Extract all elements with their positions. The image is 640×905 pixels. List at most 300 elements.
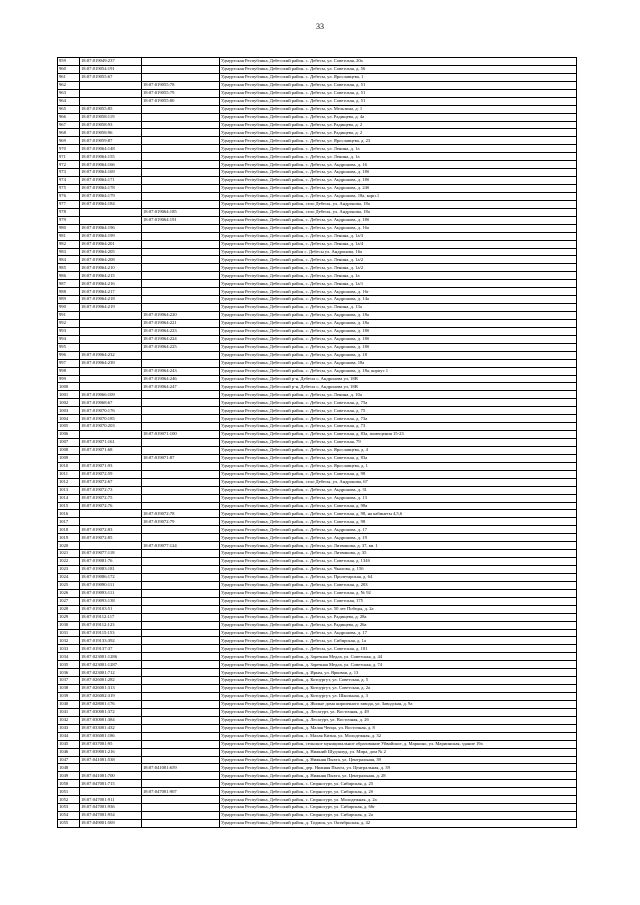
building-cadastral-number-cell: 18:07:019059:87 — [80, 137, 142, 145]
premises-cadastral-number-cell — [142, 708, 220, 716]
table-row — [58, 732, 577, 740]
row-number-cell: 1055 — [58, 820, 80, 828]
table-row — [58, 820, 577, 828]
address-cell: Удмуртская Республика, Дебесский район, с. Дебесы, ул. Советская, д. 75а — [220, 399, 577, 407]
address-cell: Удмуртская Республика, Дебесский район, с. Дебесы, ул. Ленина, д. 10а — [220, 391, 577, 399]
table-row — [58, 129, 577, 137]
address-cell: Удмуртская Республика, Дебесский район, село Дебесы, ул. Андронова, 67 — [220, 478, 577, 486]
premises-cadastral-number-cell — [142, 113, 220, 121]
row-number-cell: 1035 — [58, 661, 80, 669]
building-cadastral-number-cell: 18:07:019071:68 — [80, 446, 142, 454]
address-cell: Удмуртская Республика, Дебесский район, с. Дебесы, ул. 50 лет Победы, д. 2а — [220, 605, 577, 613]
premises-cadastral-number-cell — [142, 685, 220, 693]
table-row — [58, 788, 577, 796]
premises-cadastral-number-cell — [142, 391, 220, 399]
row-number-cell: 1038 — [58, 685, 80, 693]
row-number-cell: 962 — [58, 81, 80, 89]
row-number-cell: 1032 — [58, 637, 80, 645]
building-cadastral-number-cell: 18:07:033001:432 — [80, 724, 142, 732]
table-row — [58, 407, 577, 415]
address-cell: Удмуртская Республика, Дебесский район, с. Дебесы, ул. Андронова, д. 18б — [220, 335, 577, 343]
building-cadastral-number-cell: 18:07:037001:95 — [80, 740, 142, 748]
address-cell: Удмуртская Республика, Дебесский район, с. Малая Кизня, ул. Молодежная, д. 32 — [220, 732, 577, 740]
row-number-cell: 961 — [58, 73, 80, 81]
address-cell: Удмуртская Республика, Дебесский район, с. Дебесы, ул. Советская, 175 — [220, 597, 577, 605]
table-row — [58, 415, 577, 423]
address-cell: Удмуртская Республика, Дебесский район, д. Заречная Медла, ул. Советская, д. 74 — [220, 661, 577, 669]
table-row — [58, 605, 577, 613]
address-cell: Удмуртская Республика, Дебесский район, с. Дебесы, ул. Андронова, д. 24б — [220, 185, 577, 193]
address-cell: Удмуртская Республика, Дебесский район, дер. Нижняя Пыхта, ул. Центральная, д. 39 — [220, 764, 577, 772]
table-row — [58, 470, 577, 478]
table-row — [58, 161, 577, 169]
row-number-cell: 1054 — [58, 812, 80, 820]
premises-cadastral-number-cell — [142, 796, 220, 804]
address-cell: Удмуртская Республика, Дебесский район, д. Малая Чепца, ул. Восточная, д. 8 — [220, 724, 577, 732]
table-row — [58, 304, 577, 312]
table-row — [58, 272, 577, 280]
table-row — [58, 486, 577, 494]
row-number-cell: 996 — [58, 351, 80, 359]
row-number-cell: 978 — [58, 208, 80, 216]
table-row — [58, 319, 577, 327]
building-cadastral-number-cell: 18:07:019071:161 — [80, 439, 142, 447]
row-number-cell: 1027 — [58, 597, 80, 605]
address-cell: Удмуртская Республика, Дебесский район, с. Дебесы, ул. Андронова, д. 16 — [220, 161, 577, 169]
table-row — [58, 264, 577, 272]
address-cell: Удмуртская Республика, Дебесский район, с. Дебесы, ул. Андронова, д. 18б — [220, 169, 577, 177]
premises-cadastral-number-cell — [142, 105, 220, 113]
premises-cadastral-number-cell — [142, 653, 220, 661]
premises-cadastral-number-cell — [142, 272, 220, 280]
premises-cadastral-number-cell: 18:07:019064:225 — [142, 343, 220, 351]
address-cell: Удмуртская Республика, Дебесский район, с. Дебесы, ул. Андронова, д. 14а — [220, 296, 577, 304]
table-row — [58, 629, 577, 637]
building-cadastral-number-cell: 18:07:019055:67 — [80, 73, 142, 81]
row-number-cell: 959 — [58, 58, 80, 66]
premises-cadastral-number-cell — [142, 621, 220, 629]
row-number-cell: 1051 — [58, 788, 80, 796]
premises-cadastral-number-cell: 18:07:019072:79 — [142, 518, 220, 526]
address-cell: Удмуртская Республика, Дебесский район, сельское муниципальное образование Уйвайское, д. Маркино, ул. Мариинская, здание 19а — [220, 740, 577, 748]
table-row — [58, 351, 577, 359]
premises-cadastral-number-cell — [142, 558, 220, 566]
address-cell: Удмуртская Республика, Дебесский район, с. Дебесы, ул. Ленина, д. 1а/4 — [220, 240, 577, 248]
table-row — [58, 439, 577, 447]
table-row — [58, 478, 577, 486]
premises-cadastral-number-cell — [142, 502, 220, 510]
building-cadastral-number-cell: 18:07:019064:199 — [80, 232, 142, 240]
table-row — [58, 526, 577, 534]
table-row — [58, 796, 577, 804]
table-row — [58, 200, 577, 208]
building-cadastral-number-cell: 18:07:019086:172 — [80, 573, 142, 581]
table-row — [58, 566, 577, 574]
building-cadastral-number-cell — [80, 518, 142, 526]
address-cell: Удмуртская Республика, Дебесский район, с. Дебесы, ул. Советская, д. 98а — [220, 502, 577, 510]
premises-cadastral-number-cell: 18:07:019064:224 — [142, 335, 220, 343]
building-cadastral-number-cell: 18:07:023001:1286 — [80, 653, 142, 661]
address-cell: Удмуртская Республика, Дебесский район, с. Дебесы, ул. Ленина, д. 1а/2 — [220, 264, 577, 272]
address-cell: Удмуртская Республика, Дебесский район, с. Дебесы, ул. Пролетарская, д. 64 — [220, 573, 577, 581]
premises-cadastral-number-cell — [142, 724, 220, 732]
address-cell: Удмуртская Республика, Дебесский район, с. Дебесы, ул. Андронова, 18а — [220, 359, 577, 367]
building-cadastral-number-cell: 18:07:019064:219 — [80, 304, 142, 312]
row-number-cell: 1013 — [58, 486, 80, 494]
address-cell: Удмуртская Республика, Дебесский район, с. Дебесы, ул. Ленина, д. 1а — [220, 153, 577, 161]
premises-cadastral-number-cell — [142, 740, 220, 748]
premises-cadastral-number-cell — [142, 296, 220, 304]
premises-cadastral-number-cell — [142, 820, 220, 828]
table-row — [58, 240, 577, 248]
row-number-cell: 1026 — [58, 589, 80, 597]
row-number-cell: 968 — [58, 129, 80, 137]
table-row — [58, 740, 577, 748]
row-number-cell: 994 — [58, 335, 80, 343]
table-row — [58, 812, 577, 820]
address-cell: Удмуртская Республика, Дебесский район, с. Дебесы, ул. Ленина, д. 1а/2 — [220, 256, 577, 264]
building-cadastral-number-cell: 18:07:019115:153 — [80, 629, 142, 637]
address-cell: Удмуртская Республика, Дебесский район, с. Дебесы, ул. Советская, д. 134б — [220, 558, 577, 566]
building-cadastral-number-cell — [80, 764, 142, 772]
row-number-cell: 1007 — [58, 439, 80, 447]
row-number-cell: 1016 — [58, 510, 80, 518]
page-number: 33 — [316, 22, 324, 31]
table-row — [58, 637, 577, 645]
building-cadastral-number-cell: 18:07:019112:117 — [80, 613, 142, 621]
row-number-cell: 1006 — [58, 431, 80, 439]
building-cadastral-number-cell: 18:07:019064:216 — [80, 280, 142, 288]
address-cell: Удмуртская Республика, Дебесский район, с. Дебесы, ул. Андронова, д. 18а — [220, 312, 577, 320]
row-number-cell: 986 — [58, 272, 80, 280]
building-cadastral-number-cell: 18:07:019137:37 — [80, 645, 142, 653]
table-row — [58, 121, 577, 129]
row-number-cell: 965 — [58, 105, 80, 113]
table-row — [58, 756, 577, 764]
table-row — [58, 89, 577, 97]
address-cell: Удмуртская Республика, Дебесский район, с. Дебесы, ул. Радищева, д. 26а — [220, 621, 577, 629]
row-number-cell: 1019 — [58, 534, 80, 542]
building-cadastral-number-cell — [80, 343, 142, 351]
row-number-cell: 988 — [58, 288, 80, 296]
table-row — [58, 145, 577, 153]
row-number-cell: 1025 — [58, 581, 80, 589]
building-cadastral-number-cell: 18:07:019072:73 — [80, 486, 142, 494]
table-row — [58, 343, 577, 351]
premises-cadastral-number-cell — [142, 566, 220, 574]
table-row — [58, 81, 577, 89]
row-number-cell: 1044 — [58, 732, 80, 740]
table-row — [58, 494, 577, 502]
address-cell: Удмуртская Республика, Дебесский район с. Дебесы ул. Андронова, 16а — [220, 248, 577, 256]
row-number-cell: 1023 — [58, 566, 80, 574]
table-row — [58, 113, 577, 121]
premises-cadastral-number-cell — [142, 772, 220, 780]
premises-cadastral-number-cell — [142, 693, 220, 701]
row-number-cell: 1024 — [58, 573, 80, 581]
address-cell: Удмуртская Республика, Дебесский район, с. Дебесы, ул. Андронова, д. 18б — [220, 327, 577, 335]
address-cell: Удмуртская Республика, Дебесский район, с. Дебесы, ул. Андронова, д. 18а — [220, 319, 577, 327]
address-cell: Удмуртская Республика, Дебесский район, с. Дебесы, ул. Ярославцева, д. 1 — [220, 462, 577, 470]
address-cell: Удмуртская Республика, Дебесский район, с. Дебесы, ул. Советская, 20а — [220, 58, 577, 66]
row-number-cell: 1048 — [58, 764, 80, 772]
building-cadastral-number-cell: 18:07:019066:109 — [80, 391, 142, 399]
premises-cadastral-number-cell — [142, 534, 220, 542]
building-cadastral-number-cell: 18:07:019049:237 — [80, 58, 142, 66]
row-number-cell: 1047 — [58, 756, 80, 764]
row-number-cell: 1031 — [58, 629, 80, 637]
row-number-cell: 966 — [58, 113, 80, 121]
row-number-cell: 1028 — [58, 605, 80, 613]
building-cadastral-number-cell: 18:07:019072:85 — [80, 534, 142, 542]
table-row — [58, 185, 577, 193]
address-cell: Удмуртская Республика, Дебесский район, д. Ирым, ул. Ярковая, д. 13 — [220, 669, 577, 677]
premises-cadastral-number-cell: 18:07:019071:100 — [142, 431, 220, 439]
row-number-cell: 980 — [58, 224, 80, 232]
address-cell: Удмуртская Республика, Дебесский район, д. Нижний Шудзялуд, ул. Мира, дом № 2 — [220, 748, 577, 756]
building-cadastral-number-cell: 18:07:019071:93 — [80, 462, 142, 470]
building-cadastral-number-cell — [80, 216, 142, 224]
premises-cadastral-number-cell — [142, 264, 220, 272]
premises-cadastral-number-cell: 18:07:019064:223 — [142, 327, 220, 335]
building-cadastral-number-cell — [80, 81, 142, 89]
row-number-cell: 1043 — [58, 724, 80, 732]
table-row — [58, 288, 577, 296]
premises-cadastral-number-cell — [142, 637, 220, 645]
premises-cadastral-number-cell: 18:07:019064:247 — [142, 383, 220, 391]
table-row — [58, 645, 577, 653]
table-row — [58, 177, 577, 185]
row-number-cell: 982 — [58, 240, 80, 248]
table-row — [58, 383, 577, 391]
row-number-cell: 1053 — [58, 804, 80, 812]
premises-cadastral-number-cell — [142, 161, 220, 169]
address-cell: Удмуртская Республика, Дебесский район, с. Дебесы, ул. Радищева, д. 4а — [220, 113, 577, 121]
premises-cadastral-number-cell: 18:07:041001:659 — [142, 764, 220, 772]
building-cadastral-number-cell: 18:07:019081:76 — [80, 558, 142, 566]
building-cadastral-number-cell: 18:07:036001:186 — [80, 732, 142, 740]
address-cell: Удмуртская Республика, Дебесский район, д. Заречная Медла, ул. Советская, д. 44 — [220, 653, 577, 661]
row-number-cell: 1009 — [58, 454, 80, 462]
table-row — [58, 550, 577, 558]
table-row — [58, 431, 577, 439]
premises-cadastral-number-cell — [142, 439, 220, 447]
row-number-cell: 1021 — [58, 550, 80, 558]
building-cadastral-number-cell — [80, 367, 142, 375]
row-number-cell: 1010 — [58, 462, 80, 470]
address-cell: Удмуртская Республика, Дебесский район, с. Сюрногурт, ул. Сибирская, д. 25 — [220, 780, 577, 788]
premises-cadastral-number-cell — [142, 494, 220, 502]
address-cell: Удмуртская Республика, Дебесский район, с. Дебесы, ул. Советская, д. 83а — [220, 454, 577, 462]
address-cell: Удмуртская Республика, Дебесский район, д. Жилые дома кирпичного завода, ул. Заводская, д. 9а — [220, 700, 577, 708]
address-cell: Удмуртская Республика, Дебесский район, с. Дебесы, ул. Ленина, д. 1а/3 — [220, 232, 577, 240]
premises-cadastral-number-cell: 18:07:019064:221 — [142, 319, 220, 327]
building-cadastral-number-cell: 18:07:039001:216 — [80, 748, 142, 756]
address-cell: Удмуртская Республика, Дебесский район, с. Дебесы, ул. Андронова, д. 31 — [220, 486, 577, 494]
premises-cadastral-number-cell — [142, 486, 220, 494]
premises-cadastral-number-cell — [142, 153, 220, 161]
building-cadastral-number-cell: 18:07:047001:936 — [80, 804, 142, 812]
table-row — [58, 335, 577, 343]
premises-cadastral-number-cell — [142, 804, 220, 812]
address-cell: Удмуртская Республика, Дебесский район, с. Дебесы, ул. Радищева, д. 2 — [220, 129, 577, 137]
table-row — [58, 462, 577, 470]
table-row — [58, 558, 577, 566]
premises-cadastral-number-cell — [142, 169, 220, 177]
address-cell: Удмуртская Республика, Дебесский район, с. Дебесы, ул. Андронова, д. 18 — [220, 351, 577, 359]
table-row — [58, 653, 577, 661]
building-cadastral-number-cell: 18:07:019090:111 — [80, 581, 142, 589]
building-cadastral-number-cell: 18:07:019064:196 — [80, 224, 142, 232]
table-row — [58, 764, 577, 772]
table-row — [58, 804, 577, 812]
address-cell: Удмуртская Республика, Дебесский р-н, Дебесы с, Андронова ул, 18В — [220, 375, 577, 383]
row-number-cell: 1018 — [58, 526, 80, 534]
premises-cadastral-number-cell — [142, 280, 220, 288]
building-cadastral-number-cell — [80, 788, 142, 796]
address-cell: Удмуртская Республика, Дебесский район, с. Дебесы, ул. Андронова, д. 18б — [220, 343, 577, 351]
premises-cadastral-number-cell — [142, 748, 220, 756]
table-row — [58, 772, 577, 780]
premises-cadastral-number-cell — [142, 605, 220, 613]
premises-cadastral-number-cell — [142, 256, 220, 264]
row-number-cell: 963 — [58, 89, 80, 97]
address-cell: Удмуртская Республика, Дебесский район, с. Дебесы, ул. Ленина, д. 13а — [220, 304, 577, 312]
row-number-cell: 991 — [58, 312, 80, 320]
row-number-cell: 984 — [58, 256, 80, 264]
row-number-cell: 1015 — [58, 502, 80, 510]
building-cadastral-number-cell: 18:07:019064:201 — [80, 240, 142, 248]
building-cadastral-number-cell — [80, 97, 142, 105]
building-cadastral-number-cell: 18:07:019068:67 — [80, 399, 142, 407]
address-cell: Удмуртская Республика, Дебесский район, с. Дебесы, ул. Андронова, д. 18б — [220, 177, 577, 185]
premises-cadastral-number-cell — [142, 613, 220, 621]
premises-cadastral-number-cell — [142, 780, 220, 788]
premises-cadastral-number-cell: 18:07:019064:220 — [142, 312, 220, 320]
building-cadastral-number-cell: 18:07:019064:208 — [80, 256, 142, 264]
row-number-cell: 997 — [58, 359, 80, 367]
row-number-cell: 1014 — [58, 494, 80, 502]
premises-cadastral-number-cell: 18:07:047001:907 — [142, 788, 220, 796]
table-body — [58, 58, 577, 828]
address-cell: Удмуртская Республика, Дебесский район, д. Котоургут, ул. Советская, д. 2а — [220, 685, 577, 693]
building-cadastral-number-cell: 18:07:019093:111 — [80, 589, 142, 597]
address-cell: Удмуртская Республика, Дебесский район, с. Дебесы, ул. Ленина, д. 1а — [220, 272, 577, 280]
address-cell: Удмуртская Республика, Дебесский район, с. Дебесы, ул. Советская, д. 203 — [220, 581, 577, 589]
building-cadastral-number-cell: 18:07:019064:171 — [80, 177, 142, 185]
address-cell: Удмуртская Республика, Дебесский район, д. Котоургут, ул. Советская, д. 5 — [220, 677, 577, 685]
row-number-cell: 967 — [58, 121, 80, 129]
building-cadastral-number-cell: 18:07:019064:184 — [80, 200, 142, 208]
row-number-cell: 990 — [58, 304, 80, 312]
row-number-cell: 983 — [58, 248, 80, 256]
row-number-cell: 998 — [58, 367, 80, 375]
table-row — [58, 454, 577, 462]
building-cadastral-number-cell — [80, 335, 142, 343]
table-row — [58, 423, 577, 431]
row-number-cell: 992 — [58, 319, 80, 327]
address-cell: Удмуртская Республика, Дебесский район, с. Дебесы, ул. Андронова, д. 19 — [220, 534, 577, 542]
row-number-cell: 1041 — [58, 708, 80, 716]
row-number-cell: 974 — [58, 177, 80, 185]
address-cell: Удмуртская Республика, Дебесский район, с. Дебесы, ул. Советская, 79 — [220, 439, 577, 447]
premises-cadastral-number-cell — [142, 407, 220, 415]
address-cell: Удмуртская Республика, Дебесский район, с. Дебесы, ул. Ярославцева, д. 4 — [220, 446, 577, 454]
building-cadastral-number-cell — [80, 375, 142, 383]
address-cell: Удмуртская Республика, Дебесский район, д. Лесагурт, ул. Восточная, д. 2б — [220, 716, 577, 724]
building-cadastral-number-cell: 18:07:019054:191 — [80, 65, 142, 73]
building-cadastral-number-cell: 18:07:049001:569 — [80, 820, 142, 828]
table-row — [58, 97, 577, 105]
building-cadastral-number-cell: 18:07:019064:239 — [80, 359, 142, 367]
row-number-cell: 973 — [58, 169, 80, 177]
address-cell: Удмуртская Республика, Дебесский район, село Дебесы, ул. Андронова, 18а — [220, 208, 577, 216]
address-cell: Удмуртская Республика, Дебесский район, село Дебесы, ул. Андронова, 18а — [220, 200, 577, 208]
building-cadastral-number-cell: 18:07:041001:700 — [80, 772, 142, 780]
address-cell: Удмуртская Республика, Дебесский район, с. Дебесы, ул. Советская, д. 51 — [220, 97, 577, 105]
table-row — [58, 153, 577, 161]
building-cadastral-number-cell: 18:07:047001:715 — [80, 780, 142, 788]
table-row — [58, 700, 577, 708]
building-cadastral-number-cell — [80, 312, 142, 320]
premises-cadastral-number-cell — [142, 716, 220, 724]
row-number-cell: 977 — [58, 200, 80, 208]
table-row — [58, 280, 577, 288]
premises-cadastral-number-cell — [142, 73, 220, 81]
address-cell: Удмуртская Республика, Дебесский район, с. Дебесы, ул. Ярославцева, д. 23 — [220, 137, 577, 145]
table-row — [58, 137, 577, 145]
row-number-cell: 1050 — [58, 780, 80, 788]
table-row — [58, 534, 577, 542]
row-number-cell: 1005 — [58, 423, 80, 431]
row-number-cell: 1034 — [58, 653, 80, 661]
table-row — [58, 248, 577, 256]
premises-cadastral-number-cell — [142, 359, 220, 367]
address-cell: Удмуртская Республика, Дебесский район, с. Дебесы, ул. Радищева, д. 2 — [220, 121, 577, 129]
building-cadastral-number-cell: 18:07:030001:372 — [80, 708, 142, 716]
address-cell: Удмуртская Республика, Дебесский р-н, Дебесы с, Андронова ул, 18В — [220, 383, 577, 391]
premises-cadastral-number-cell: 18:07:019055:78 — [142, 81, 220, 89]
premises-cadastral-number-cell — [142, 351, 220, 359]
premises-cadastral-number-cell — [142, 589, 220, 597]
building-cadastral-number-cell: 18:07:019064:232 — [80, 351, 142, 359]
address-cell: Удмуртская Республика, Дебесский район, с. Дебесы, ул. Советская, д. 51 — [220, 81, 577, 89]
table-row — [58, 73, 577, 81]
row-number-cell: 1029 — [58, 613, 80, 621]
building-cadastral-number-cell: 18:07:019112:123 — [80, 621, 142, 629]
row-number-cell: 1039 — [58, 693, 80, 701]
building-cadastral-number-cell: 18:07:019133:392 — [80, 637, 142, 645]
premises-cadastral-number-cell: 18:07:019055:79 — [142, 89, 220, 97]
address-cell: Удмуртская Республика, Дебесский район, д. Нижняя Пыхта, ул. Центральная, д. 28 — [220, 772, 577, 780]
premises-cadastral-number-cell — [142, 700, 220, 708]
address-cell: Удмуртская Республика, Дебесский район, с. Дебесы, ул. Чкалова, д. 156 — [220, 566, 577, 574]
building-cadastral-number-cell: 18:07:019055:85 — [80, 105, 142, 113]
address-cell: Удмуртская Республика, Дебесский район, с. Дебесы, ул. Литвинова, д. 37, кв. 1 — [220, 542, 577, 550]
premises-cadastral-number-cell — [142, 399, 220, 407]
building-cadastral-number-cell — [80, 383, 142, 391]
premises-cadastral-number-cell — [142, 581, 220, 589]
table-row — [58, 510, 577, 518]
address-cell: Удмуртская Республика, Дебесский район, д. Лесагурт, ул. Восточная, д. 49 — [220, 708, 577, 716]
address-cell: Удмуртская Республика, Дебесский район, с. Дебесы, ул. Андронова, д. 16г — [220, 288, 577, 296]
building-cadastral-number-cell: 18:07:019077:118 — [80, 550, 142, 558]
table-row — [58, 169, 577, 177]
address-cell: Удмуртская Республика, Дебесский район, с. Дебесы, ул. Советская, д. 75 — [220, 407, 577, 415]
table-row — [58, 724, 577, 732]
address-cell: Удмуртская Республика, Дебесский район, с. Дебесы, ул. Советская, д. 98, на кабинеты 4,5,6 — [220, 510, 577, 518]
building-cadastral-number-cell — [80, 89, 142, 97]
